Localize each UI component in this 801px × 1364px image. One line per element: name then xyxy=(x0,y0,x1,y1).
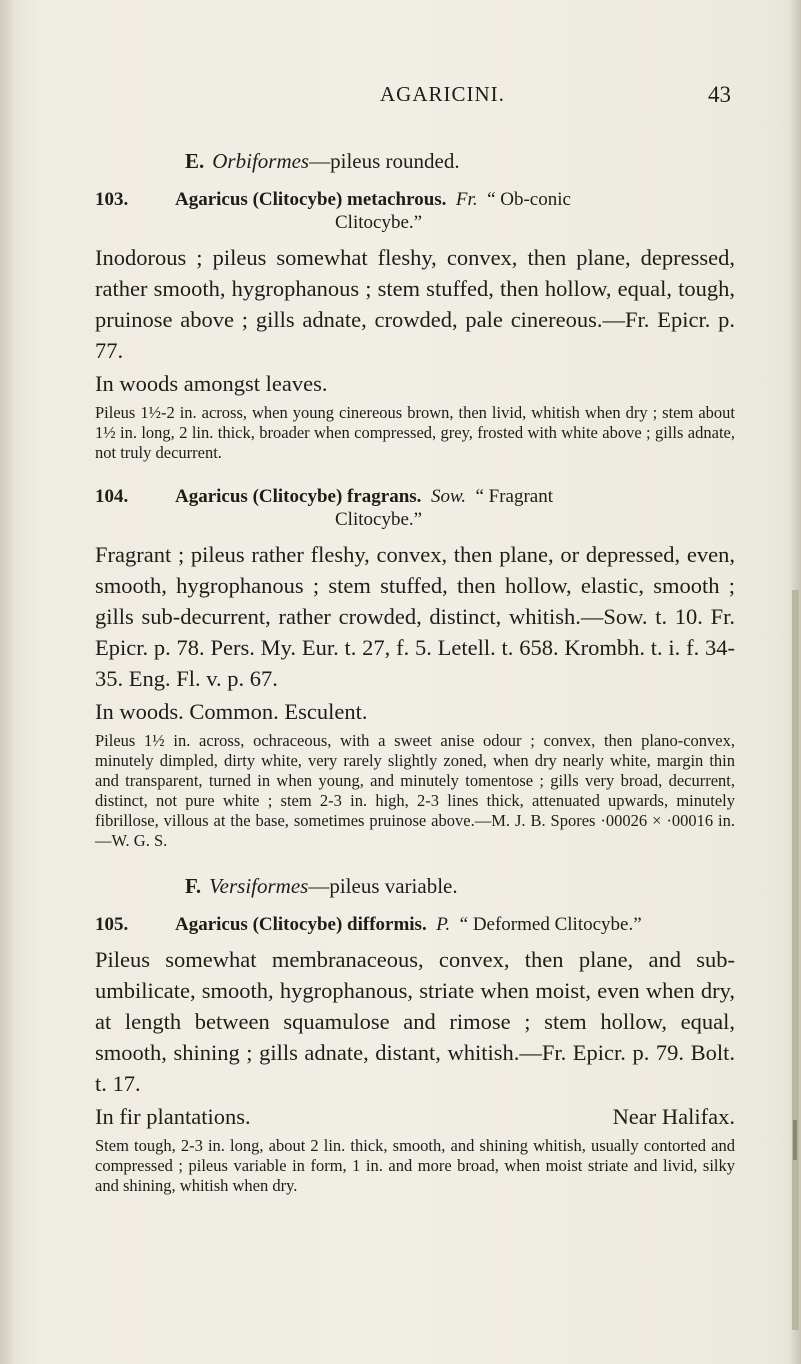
section-letter: E. xyxy=(185,149,205,173)
species-common-name: “ Ob-conic xyxy=(487,189,571,210)
habitat-text: In fir plantations. xyxy=(95,1104,251,1129)
species-description: Fragrant ; pileus rather fleshy, convex, then plane, or depressed, even, smooth, hygrophanous ; stem stuffed, then hollow, elastic, smooth ; gills sub-decurrent, rather crowded, distinct, whitish.—Sow. t. 10. Fr. Epicr. p. 78. Pers. My. Eur. t. 27, f. 5. Letell. t. 658. Krombh. t. i. f. 34-35. Eng. Fl. v. p. 67. xyxy=(95,542,735,691)
page-edge-strip xyxy=(792,590,799,1330)
species-scientific-name: Agaricus (Clitocybe) fragrans. xyxy=(175,486,422,507)
species-number: 103. xyxy=(95,189,129,210)
page-number: 43 xyxy=(708,82,731,107)
species-scientific-name: Agaricus (Clitocybe) metachrous. xyxy=(175,189,447,210)
section-heading-e xyxy=(185,148,735,174)
species-number: 104. xyxy=(95,486,129,507)
species-notes: Pileus 1½-2 in. across, when young cinereous brown, then livid, whitish when dry ; stem about 1½ in. long, 2 lin. thick, broader when compressed, grey, frosted with white above ; gills adnate, not truly decurrent. xyxy=(95,403,735,462)
running-head xyxy=(0,82,801,112)
species-common-name: “ Fragrant xyxy=(475,486,554,507)
species-authority: Fr. xyxy=(455,189,478,210)
species-scientific-name: Agaricus (Clitocybe) difformis. xyxy=(175,914,427,935)
habitat-text: In woods amongst leaves. xyxy=(95,371,328,396)
species-number: 105. xyxy=(95,914,129,935)
species-notes: Stem tough, 2-3 in. long, about 2 lin. thick, smooth, and shining whitish, usually contorted and compressed ; pileus variable in form, 1 in. and more broad, when moist striate and livid, silky and shining, whitish when dry. xyxy=(95,1136,735,1195)
species-common-name: “ Deformed Clitocybe.” xyxy=(459,914,642,935)
gutter-shadow xyxy=(0,0,14,1364)
page-content xyxy=(95,148,735,1218)
species-authority: Sow. xyxy=(430,486,466,507)
section-name: Orbiformes xyxy=(212,149,310,173)
habitat-text: In woods. Common. Esculent. xyxy=(95,699,368,724)
species-notes: Pileus 1½ in. across, ochraceous, with a sweet anise odour ; convex, then plano-convex, minutely dimpled, dirty white, very rarely slightly zoned, when dry nearly white, margin thin and transparent, turned in when young, and minutely tomentose ; gills very broad, decurrent, distinct, not pure white ; stem 2-3 in. high, 2-3 lines thick, attenuated upwards, minutely fibrillose, villous at the base, sometimes pruinose above.—M. J. B. Spores ·00026 × ·00016 in.—W. G. S. xyxy=(95,731,735,850)
species-habitat xyxy=(95,1101,735,1132)
running-head-title: AGARICINI. xyxy=(380,82,505,106)
section-description: —pileus variable. xyxy=(308,874,458,898)
species-heading-104 xyxy=(95,485,735,531)
section-name: Versiformes xyxy=(209,874,309,898)
species-heading-105 xyxy=(95,913,735,936)
section-description: —pileus rounded. xyxy=(309,149,460,173)
species-description: Inodorous ; pileus somewhat fleshy, convex, then plane, depressed, rather smooth, hygrophanous ; stem stuffed, then hollow, equal, tough, pruinose above ; gills adnate, crowded, pale cinereous.—Fr. Epicr. p. 77. xyxy=(95,245,735,363)
section-heading-f xyxy=(185,873,735,899)
species-heading-103 xyxy=(95,188,735,234)
species-authority: P. xyxy=(436,914,451,935)
species-habitat xyxy=(95,696,735,727)
section-letter: F. xyxy=(185,874,202,898)
species-common-name-cont: Clitocybe.” xyxy=(335,509,423,530)
page-edge-mark xyxy=(793,1120,797,1160)
species-description: Pileus somewhat membranaceous, convex, then plane, and sub-umbilicate, smooth, hygrophanous, striate when moist, even when dry, at length between squamulose and rimose ; stem hollow, equal, smooth, shining ; gills adnate, distant, whitish.—Fr. Epicr. p. 79. Bolt. t. 17. xyxy=(95,947,735,1096)
species-common-name-cont: Clitocybe.” xyxy=(335,212,423,233)
species-habitat xyxy=(95,368,735,399)
habitat-locality: Near Halifax. xyxy=(612,1104,735,1129)
